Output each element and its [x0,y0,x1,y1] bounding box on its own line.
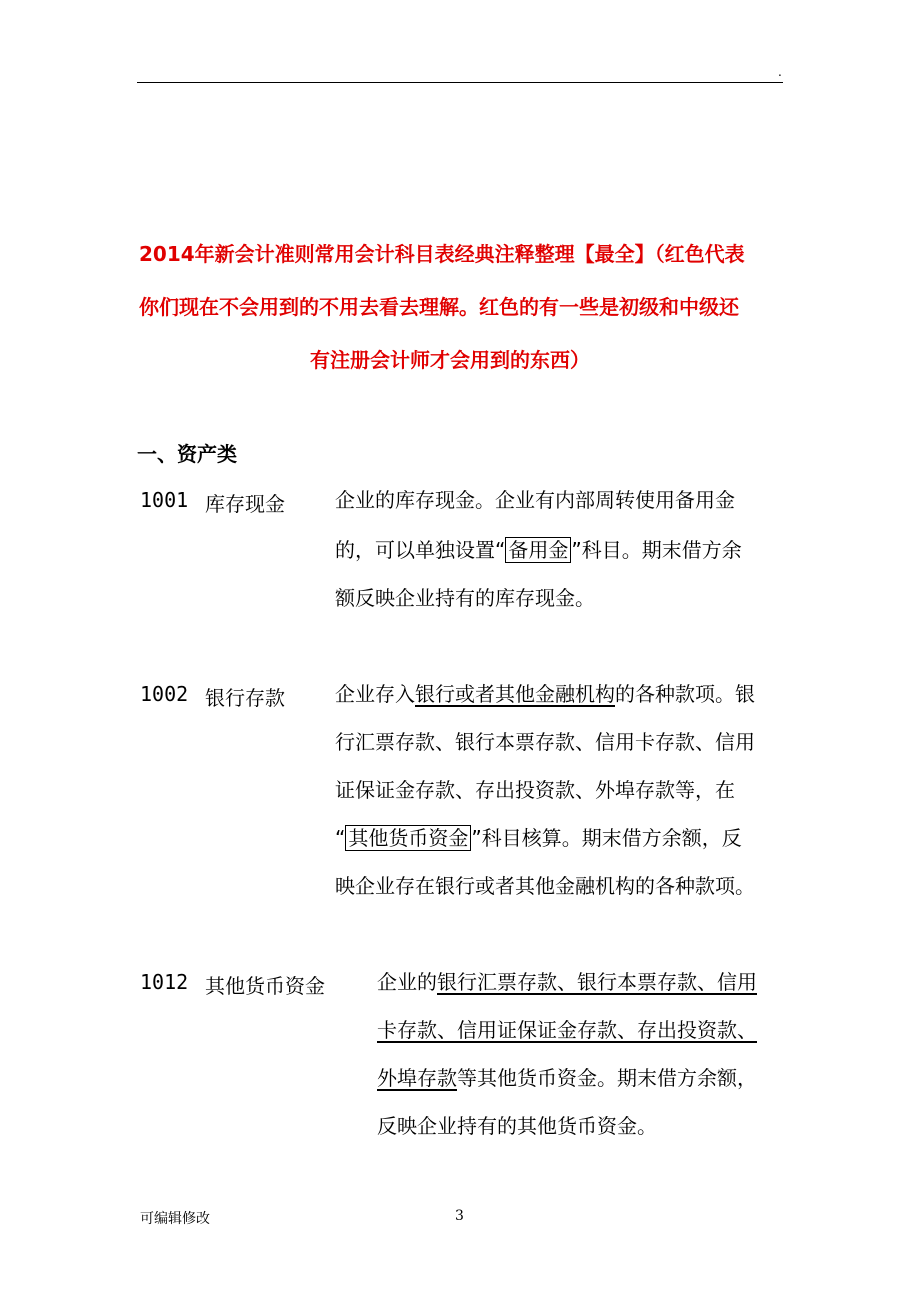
footer-note: 可编辑修改 [140,1211,210,1227]
account-code: 1002 [140,682,189,706]
account-desc-line [335,682,755,706]
account-desc-line: 映企业存在银行或者其他金融机构的各种款项。 [335,874,755,898]
account-desc-line: 反映企业持有的其他货币资金。 [377,1114,657,1138]
account-desc-line [335,538,742,562]
underlined-term: 银行汇票存款、银行本票存款、信用 [437,970,757,994]
underlined-term: 卡存款、信用证保证金存款、存出投资款、 [377,1018,757,1042]
account-name: 其他货币资金 [205,974,325,998]
header-mark: . [778,65,782,79]
desc-text: ”科目。期末借方余 [571,538,742,562]
account-desc-line: 证保证金存款、存出投资款、外埠存款等，在 [335,778,735,802]
account-desc-line: 企业的库存现金。企业有内部周转使用备用金 [335,488,735,512]
desc-text: 的各种款项。银 [615,682,755,706]
title-line-1: 2014年新会计准则常用会计科目表经典注释整理【最全】（红色代表 [139,242,745,266]
desc-text: 企业存入 [335,682,415,706]
section-heading: 一、资产类 [137,442,237,466]
account-code: 1001 [140,488,189,512]
boxed-term: 备用金 [505,537,571,563]
account-desc-line [335,826,742,850]
account-desc-line [377,970,757,994]
header-rule [137,82,783,83]
desc-text: ”科目核算。期末借方余额，反 [471,826,742,850]
account-name: 库存现金 [205,492,285,516]
title-line-3: 有注册会计师才会用到的东西） [310,348,590,372]
underlined-term: 银行或者其他金融机构 [415,682,615,706]
desc-text: 的，可以单独设置“ [335,538,506,562]
boxed-term: 其他货币资金 [345,825,471,851]
account-desc-line [377,1066,757,1090]
account-desc-line: 额反映企业持有的库存现金。 [335,586,595,610]
account-desc-line [377,1018,757,1042]
account-code: 1012 [140,970,189,994]
desc-text: 企业的 [377,970,437,994]
account-desc-line: 行汇票存款、银行本票存款、信用卡存款、信用 [335,730,755,754]
desc-text: 等其他货币资金。期末借方余额， [457,1066,757,1090]
underlined-term: 外埠存款 [377,1066,457,1090]
account-name: 银行存款 [205,686,285,710]
page-number: 3 [455,1208,464,1224]
desc-text: “ [335,826,346,850]
title-line-2: 你们现在不会用到的不用去看去理解。红色的有一些是初级和中级还 [139,295,739,319]
